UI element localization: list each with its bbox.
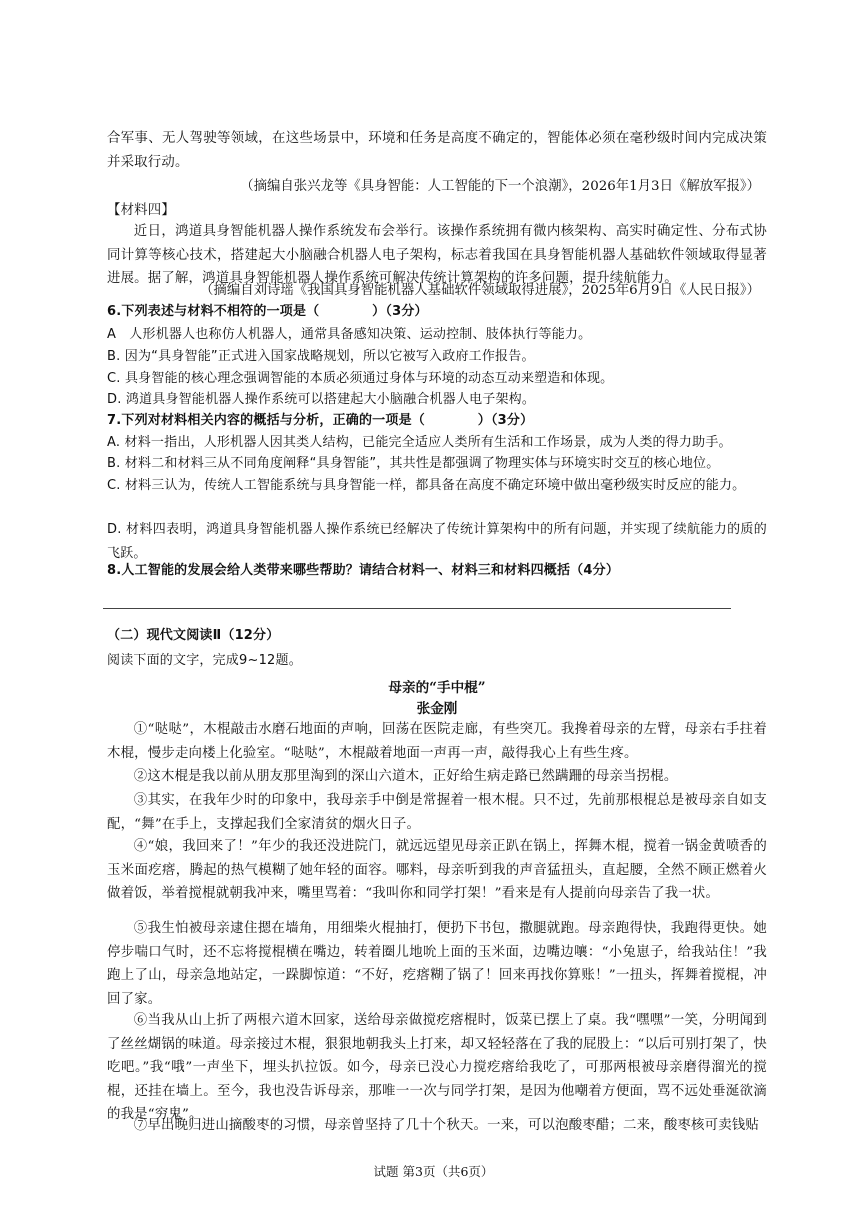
question-6-option-c: C. 具身智能的核心理念强调智能的本质必须通过身体与环境的动态互动来塑造和体现。 xyxy=(107,371,614,386)
material4-header: 【材料四】 xyxy=(107,203,175,218)
question-7-option-d: D. 材料四表明，鸿道具身智能机器人操作系统已经解决了传统计算架构中的所有问题，并实现了续航能力的质的飞跃。 xyxy=(107,522,767,561)
question-7-option-c: C. 材料三认为，传统人工智能系统与具身智能一样，都具备在高度不确定环境中做出毫秒级实时反应的能力。 xyxy=(107,478,746,493)
page-footer: 试题 第3页（共6页） xyxy=(373,1164,494,1179)
answer-line xyxy=(103,608,731,609)
question-6-option-d: D. 鸿道具身智能机器人操作系统可以搭建起大小脑融合机器人电子架构。 xyxy=(107,392,536,407)
question-7-option-b: B. 材料二和材料三从不同角度阐释“具身智能”，其共性是都强调了物理实体与环境实时交互的核心地位。 xyxy=(107,456,720,471)
section-title: （二）现代文阅读Ⅱ（12分） xyxy=(107,628,280,643)
question-6-option-a: A 人形机器人也称仿人机器人，通常具备感知决策、运动控制、肢体执行等能力。 xyxy=(107,327,592,342)
article-paragraph: ④“娘，我回来了！”年少的我还没进院门，就远远望见母亲正趴在锅上，挥舞木棍，搅着一锅金黄喷香的玉米面疙瘩，腾起的热气模糊了她年轻的面容。哪料，母亲听到我的声音猛扭头，直起腰，全然不顾正燃着火做着饭，举着搅棍就朝我冲来，嘴里骂着：“我叫你和同学打架！”看来是有人提前向母亲告了我一状。 xyxy=(107,839,767,901)
article-paragraph: ⑤我生怕被母亲逮住摁在墙角，用细柴火棍抽打，便扔下书包，撒腿就跑。母亲跑得快，我跑得更快。她停步喘口气时，还不忘将搅棍横在嘴边，转着圈儿地吮上面的玉米面，边嘴边嚷：“小兔崽子，给我站住！”我跑上了山，母亲急地站定，一跺脚惊道：“不好，疙瘩糊了锅了！回来再找你算账！”一扭头，挥舞着搅棍，冲回了家。 xyxy=(107,921,767,1007)
material4-text: 近日，鸿道具身智能机器人操作系统发布会举行。该操作系统拥有微内核架构、高实时确定性、分布式协同计算等核心技术，搭建起大小脑融合机器人电子架构，标志着我国在具身智能机器人基础软件领域取得显著进展。据了解，鸿道具身智能机器人操作系统可解决传统计算架构的许多问题，提升续航能力。 xyxy=(107,224,767,286)
material4-source: （摘编自刘诗瑶《我国具身智能机器人基础软件领域取得进展》，2025年6月9日《人民日报》） xyxy=(200,283,760,298)
material3-source: （摘编自张兴龙等《具身智能：人工智能的下一个浪潮》，2026年1月3日《解放军报》） xyxy=(240,179,760,194)
article-title: 母亲的“手中棍” xyxy=(388,680,486,696)
article-paragraph: ⑥当我从山上折了两根六道木回家，送给母亲做搅疙瘩棍时，饭菜已摆上了桌。我“嘿嘿”一笑，分明闻到了丝丝煳锅的味道。母亲接过木棍，狠狠地朝我头上打来，却又轻轻落在了我的屁股上：“以后可别打架了，快吃吧。”我“哦”一声坐下，埋头扒拉饭。如今，母亲已没心力搅疙瘩给我吃了，可那两根被母亲磨得溜光的搅棍，还挂在墙上。至今，我也没告诉母亲，那唯一一次与同学打架，是因为他嘲着方便面，骂不远处垂涎欲滴的我是“穷鬼”。 xyxy=(107,1013,767,1122)
section-instruction: 阅读下面的文字，完成9~12题。 xyxy=(107,653,302,668)
article-paragraph: ①“哒哒”，木棍敲击水磨石地面的声响，回荡在医院走廊，有些突兀。我搀着母亲的左臂，母亲右手拄着木棍，慢步走向楼上化验室。“哒哒”，木棍敲着地面一声再一声，敲得我心上有些生疼。 xyxy=(107,722,767,761)
question-6-stem: 6.下列表述与材料不相符的一项是（ ）（3分） xyxy=(107,304,428,319)
article-paragraph: ③其实，在我年少时的印象中，我母亲手中倒是常握着一根木棍。只不过，先前那根棍总是被母亲自如支配，“舞”在手上，支撑起我们全家清贫的烟火日子。 xyxy=(107,793,767,832)
article-paragraph: ②这木棍是我以前从朋友那里淘到的深山六道木，正好给生病走路已然蹒跚的母亲当拐棍。 xyxy=(133,769,678,784)
article-paragraph: ⑦早出晚归进山摘酸枣的习惯，母亲曾坚持了几十个秋天。一来，可以泡酸枣醋；二来，酸枣核可卖钱贴 xyxy=(133,1118,759,1133)
question-8-stem: 8.人工智能的发展会给人类带来哪些帮助？请结合材料一、材料三和材料四概括（4分） xyxy=(107,563,620,578)
article-author: 张金刚 xyxy=(416,701,458,717)
question-7-option-a: A. 材料一指出，人形机器人因其类人结构，已能完全适应人类所有生活和工作场景，成为人类的得力助手。 xyxy=(107,435,732,450)
question-6-option-b: B. 因为“具身智能”正式进入国家战略规划，所以它被写入政府工作报告。 xyxy=(107,349,535,364)
question-7-stem: 7.下列对材料相关内容的概括与分析，正确的一项是（ ）（3分） xyxy=(107,413,534,428)
material3-continued: 合军事、无人驾驶等领域，在这些场景中，环境和任务是高度不确定的，智能体必须在毫秒级时间内完成决策并采取行动。 xyxy=(107,131,767,170)
